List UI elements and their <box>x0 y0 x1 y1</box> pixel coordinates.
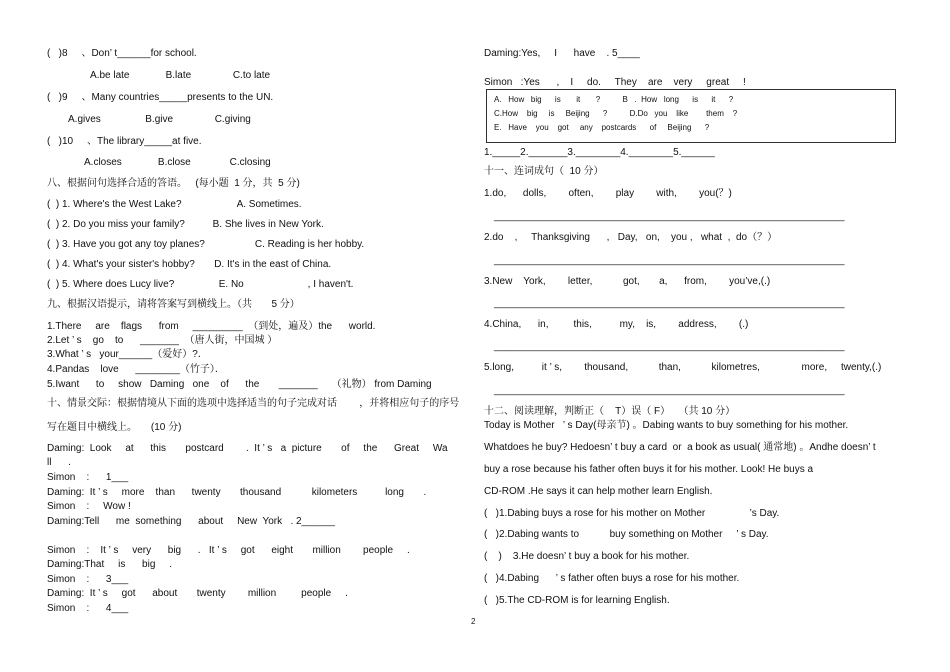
dialog-line: Daming: It ’ s got about twenty million people . <box>47 588 348 599</box>
dialog-line: Simon : 4___ <box>47 603 129 614</box>
dialog-line: Simon : 3___ <box>47 574 129 585</box>
answer-line: _______________________________________________________________ <box>494 385 845 396</box>
s9-q2: 2.Let ’ s go to _______ （唐人街，中国城 ） <box>47 335 278 346</box>
answer-line: _______________________________________________________________ <box>494 341 845 352</box>
dialog-line: Simon : 1___ <box>47 472 129 483</box>
s8-q1: ( ) 1. Where's the West Lake? A. Sometimes. <box>47 199 302 210</box>
section-8-heading: 八、根据问句选择合适的答语。 (每小题 1 分，共 5 分) <box>47 178 300 189</box>
dialog-line: Daming:Tell me something about New York . 2______ <box>47 516 335 527</box>
section-10-heading-cont: 写在题目中横线上。 (10 分) <box>47 422 182 433</box>
s8-q4: ( ) 4. What's your sister's hobby? D. It's in the east of China. <box>47 259 332 270</box>
dialog-line: ll . <box>47 457 71 468</box>
s11-q3: 3.New York, letter, got, a, from, you’ve,(.) <box>484 276 771 287</box>
s11-q5: 5.long, it ’ s, thousand, than, kilometres, more, twenty,(.) <box>484 362 882 373</box>
dialog-line: Daming: Look at this postcard . It ’ s a picture of the Great Wa <box>47 443 448 454</box>
q9-options: A.gives B.give C.giving <box>68 114 251 125</box>
section-12-heading: 十二、阅读理解，判断正（ T）误（ F） （共 10 分） <box>484 406 736 417</box>
dialog-line: Daming: It ’ s more than twenty thousand kilometers long . <box>47 487 427 498</box>
reading-passage-line: buy a rose because his father often buys it for his mother. Look! He buys a <box>484 464 814 475</box>
s11-q2: 2.do , Thanksgiving , Day, on, you , what , do（？） <box>484 232 778 243</box>
q8: ( )8 、Don’ t______for school. <box>47 48 197 59</box>
s12-q5: ( )5.The CD-ROM is for learning English. <box>484 595 670 606</box>
s12-q4: ( )4.Dabing ’ s father often buys a rose for his mother. <box>484 573 740 584</box>
s9-q1: 1.There are flags from _________ （到处，遍及）the world. <box>47 321 376 332</box>
q10: ( )10 、The library_____at five. <box>47 136 202 147</box>
option-line: A. How big is it ? B . How long is it ? <box>494 95 734 104</box>
section-10-heading: 十、情景交际：根据情境从下面的选项中选择适当的句子完成对话 ，并将相应句子的序号 <box>47 398 460 409</box>
q9: ( )9 、Many countries_____presents to the UN. <box>47 92 274 103</box>
s8-q5: ( ) 5. Where does Lucy live? E. No , I haven't. <box>47 279 354 290</box>
section-9-heading: 九、根据汉语提示，请将答案写到横线上。（共 5 分） <box>47 299 300 310</box>
options-box <box>486 89 896 143</box>
s9-q4: 4.Pandas love ________（竹子）． <box>47 364 225 375</box>
s8-q2: ( ) 2. Do you miss your family? B. She lives in New York. <box>47 219 324 230</box>
s12-q3: ( ) 3.He doesn’ t buy a book for his mother. <box>484 551 690 562</box>
answer-line: _______________________________________________________________ <box>494 298 845 309</box>
reading-passage-line: CD-ROM .He says it can help mother learn English. <box>484 486 713 497</box>
reading-passage-line: Whatdoes he buy? Hedoesn’ t buy a card or a book as usual( 通常地) 。Andhe doesn’ t <box>484 442 876 453</box>
answer-line: _______________________________________________________________ <box>494 255 845 266</box>
answer-blanks: 1._____2._______3.________4.________5.______ <box>484 147 715 158</box>
s11-q4: 4.China, in, this, my, is, address, (.) <box>484 319 749 330</box>
reading-passage-line: Today is Mother ’ s Day(母亲节) 。Dabing wants to buy something for his mother. <box>484 420 849 431</box>
option-line: C.How big is Beijing ? D.Do you like them ? <box>494 109 738 118</box>
dialog-line: Daming:Yes, I have . 5____ <box>484 48 640 59</box>
s11-q1: 1.do, dolls, often, play with, you(？) <box>484 188 732 199</box>
q10-options: A.closes B.close C.closing <box>84 157 271 168</box>
answer-line: _______________________________________________________________ <box>494 211 845 222</box>
dialog-line: Simon : It ’ s very big . It ’ s got eight million people . <box>47 545 410 556</box>
dialog-line: Simon : Wow ! <box>47 501 131 512</box>
s12-q1: ( )1.Dabing buys a rose for his mother on Mother ’s Day. <box>484 508 780 519</box>
dialog-line: Simon :Yes , I do. They are very great ! <box>484 77 746 88</box>
q8-options: A.be late B.late C.to late <box>90 70 271 81</box>
option-line: E. Have you got any postcards of Beijing ? <box>494 123 710 132</box>
s9-q5: 5.Iwant to show Daming one of the _______ （礼物） from Daming <box>47 379 432 390</box>
s9-q3: 3.What ’ s your______（爱好）?． <box>47 349 208 360</box>
section-11-heading: 十一、连词成句（ 10 分） <box>484 166 604 177</box>
s12-q2: ( )2.Dabing wants to buy something on Mother ’ s Day. <box>484 529 769 540</box>
page-number: 2 <box>471 617 476 626</box>
dialog-line: Daming:That is big . <box>47 559 173 570</box>
s8-q3: ( ) 3. Have you got any toy planes? C. Reading is her hobby. <box>47 239 365 250</box>
